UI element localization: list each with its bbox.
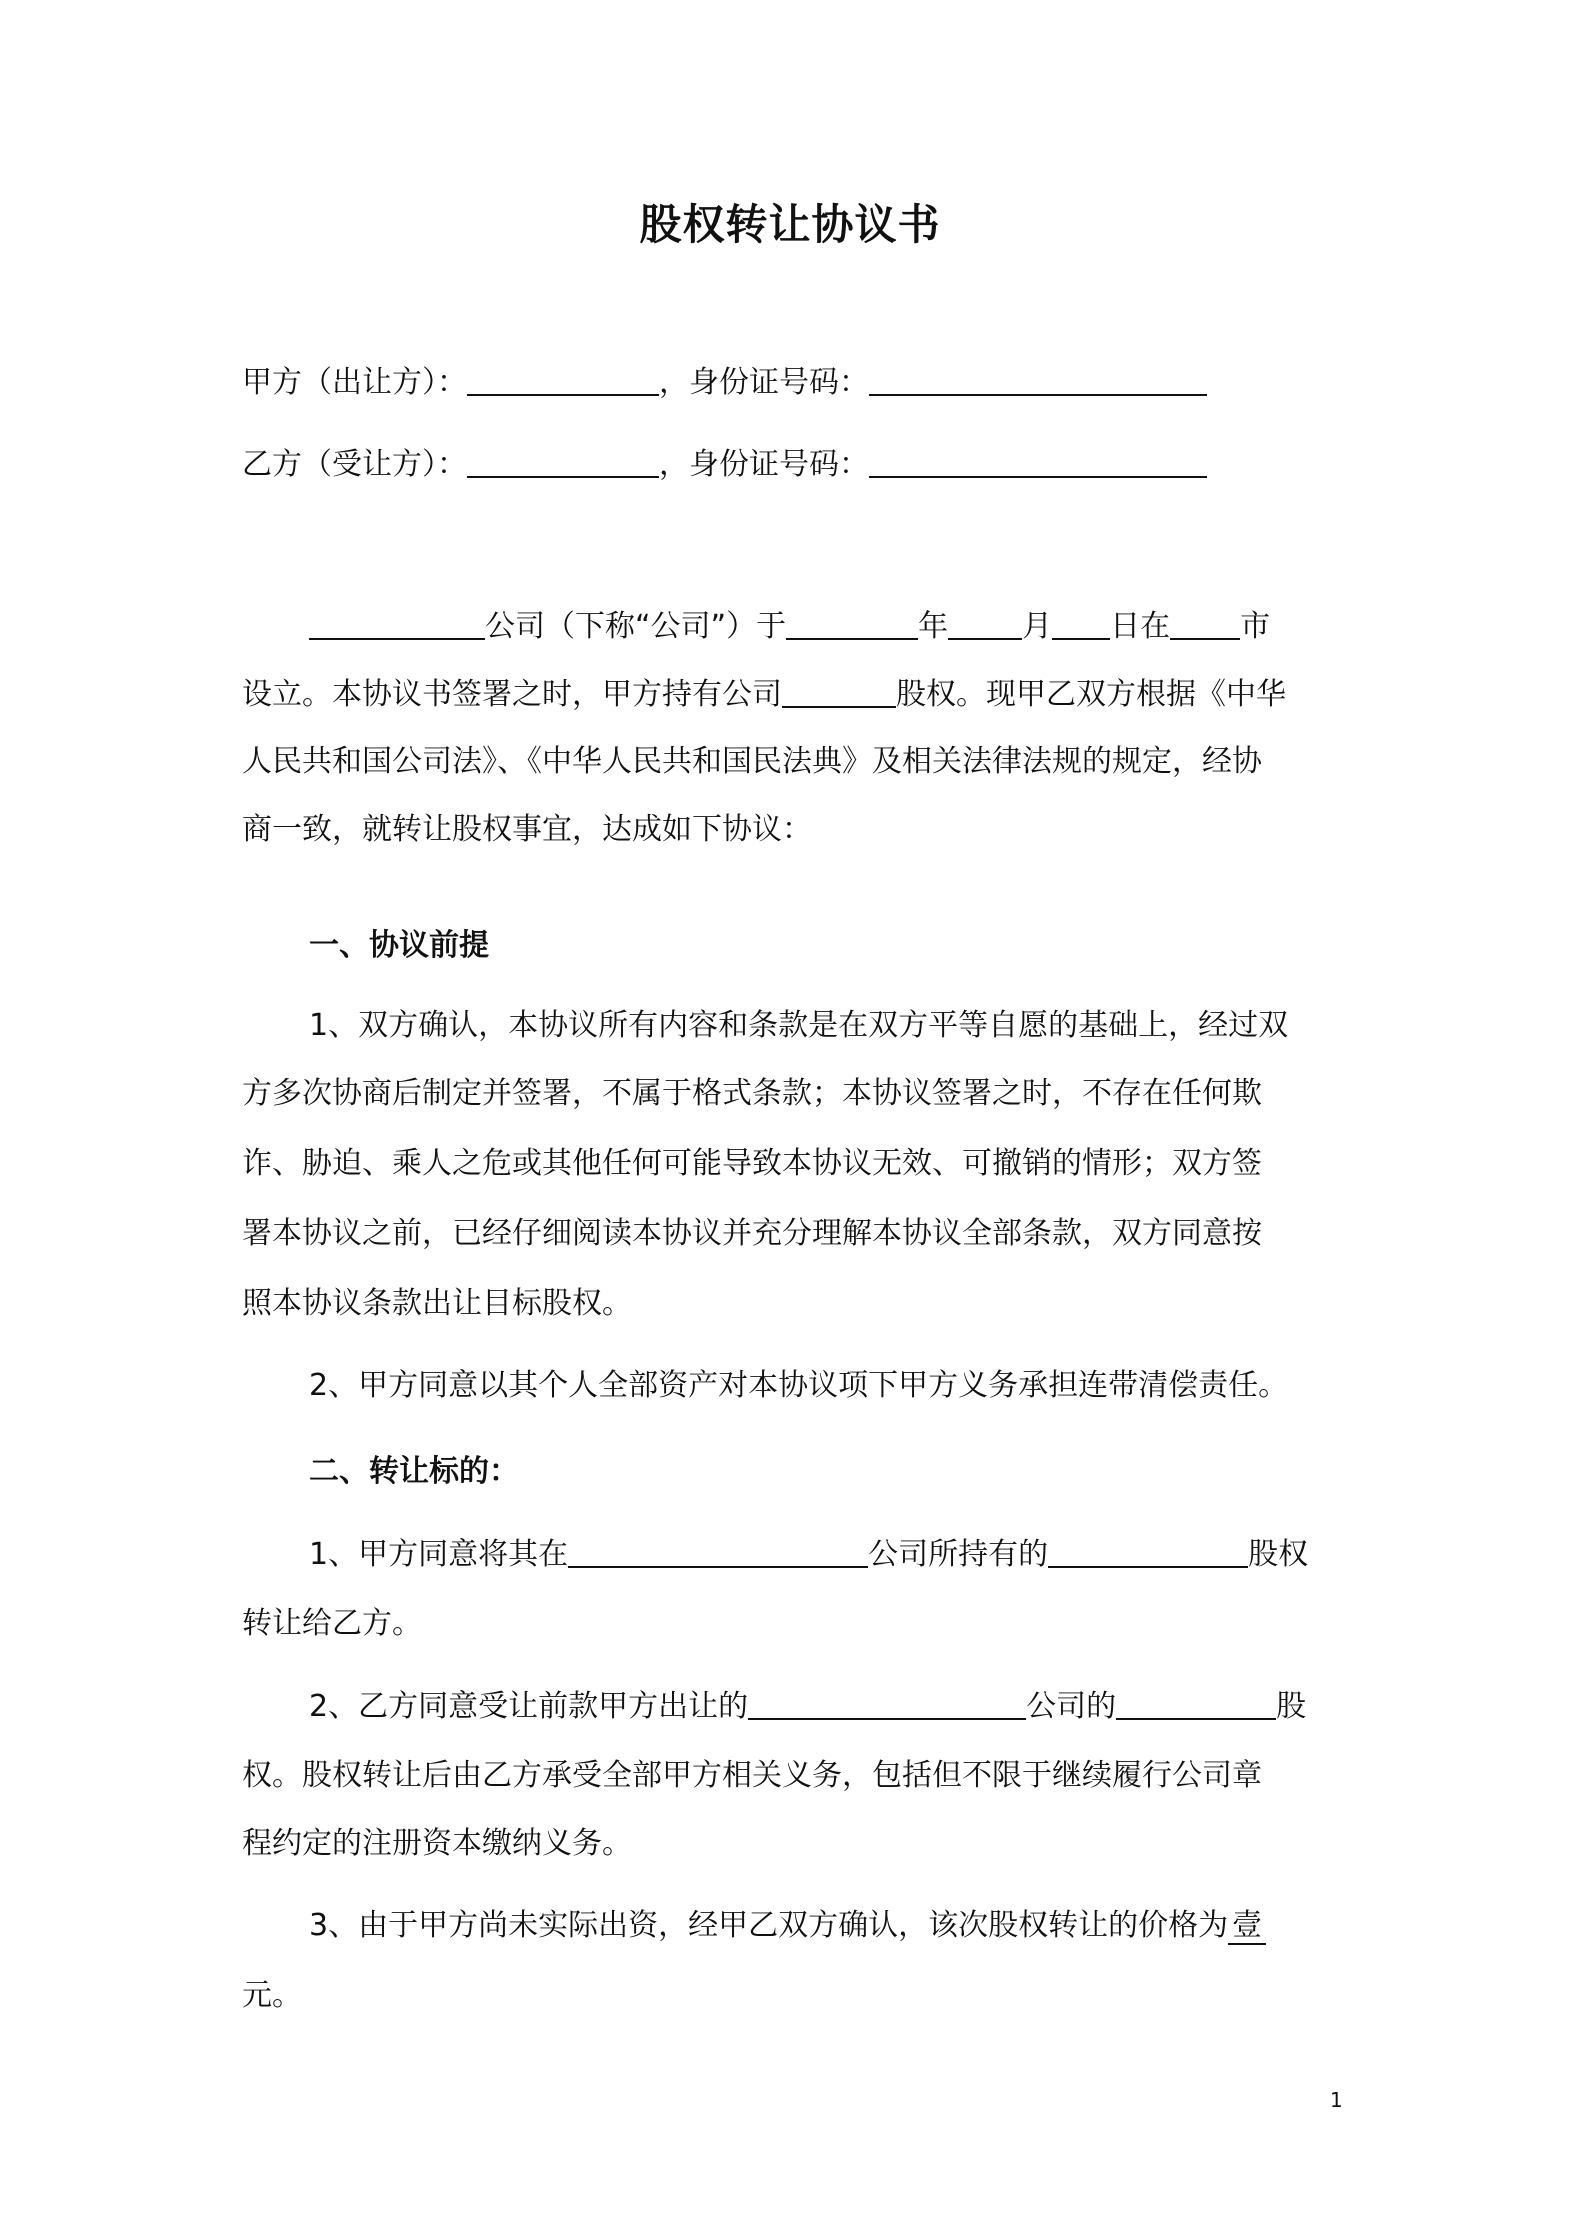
party-b-name-blank <box>467 444 659 478</box>
clause-2-1-line <box>309 1534 1308 1575</box>
equity-blank <box>1048 1534 1248 1568</box>
clause-2-1-line: 转让给乙方。 <box>242 1606 422 1641</box>
intro-text: 设立。本协议书签署之时，甲方持有公司 <box>242 677 782 712</box>
clause-2-3-line: 元。 <box>242 1978 302 2013</box>
clause-text: 公司的 <box>1026 1689 1117 1724</box>
clause-1-1-line: 照本协议条款出让目标股权。 <box>242 1286 632 1321</box>
clause-1-1-line: 1、双方确认，本协议所有内容和条款是在双方平等自愿的基础上，经过双 <box>309 1008 1289 1043</box>
party-b-line <box>242 444 1207 485</box>
party-b-id-label: ，身份证号码： <box>659 447 869 482</box>
company-blank <box>568 1534 868 1568</box>
section-1-heading: 一、协议前提 <box>309 928 489 963</box>
clause-text: 股权 <box>1248 1537 1309 1572</box>
intro-line-1 <box>309 606 1270 647</box>
party-a-id-blank <box>869 362 1207 396</box>
party-b-label: 乙方（受让方）： <box>242 447 467 482</box>
day-blank <box>1052 606 1110 640</box>
document-title: 股权转让协议书 <box>639 200 941 249</box>
party-a-id-label: ，身份证号码： <box>659 365 869 400</box>
intro-line-2 <box>242 674 1286 715</box>
month-label: 月 <box>1022 609 1053 644</box>
clause-text: 2、乙方同意受让前款甲方出让的 <box>309 1689 749 1724</box>
clause-text: 1、甲方同意将其在 <box>309 1537 569 1572</box>
city-blank <box>1170 606 1240 640</box>
page-number: 1 <box>1330 2088 1343 2112</box>
clause-1-1-line: 方多次协商后制定并签署，不属于格式条款；本协议签署之时，不存在任何欺 <box>242 1076 1262 1111</box>
share-blank <box>782 674 896 708</box>
day-label: 日在 <box>1110 609 1171 644</box>
clause-1-2: 2、甲方同意以其个人全部资产对本协议项下甲方义务承担连带清偿责任。 <box>309 1368 1289 1403</box>
party-a-line <box>242 362 1207 403</box>
year-blank <box>786 606 918 640</box>
intro-line-4: 商一致，就转让股权事宜，达成如下协议： <box>242 812 812 847</box>
company-blank <box>748 1686 1026 1720</box>
clause-2-2-line: 权。股权转让后由乙方承受全部甲方相关义务，包括但不限于继续履行公司章 <box>242 1758 1262 1793</box>
equity-blank <box>1116 1686 1276 1720</box>
party-a-label: 甲方（出让方）： <box>242 365 467 400</box>
price-value: 壹 <box>1228 1908 1266 1945</box>
city-label: 市 <box>1240 609 1271 644</box>
clause-1-1-line: 诈、胁迫、乘人之危或其他任何可能导致本协议无效、可撤销的情形；双方签 <box>242 1146 1262 1181</box>
clause-text: 公司所持有的 <box>868 1537 1049 1572</box>
clause-2-3-line <box>309 1906 1266 1946</box>
clause-text: 3、由于甲方尚未实际出资，经甲乙双方确认，该次股权转让的价格为 <box>309 1908 1229 1943</box>
company-name-blank <box>309 606 485 640</box>
party-b-id-blank <box>869 444 1207 478</box>
clause-2-2-line: 程约定的注册资本缴纳义务。 <box>242 1826 632 1861</box>
intro-line-3: 人民共和国公司法》、《中华人民共和国民法典》及相关法律法规的规定，经协 <box>242 744 1262 779</box>
clause-text: 股 <box>1276 1689 1307 1724</box>
clause-1-1-line: 署本协议之前，已经仔细阅读本协议并充分理解本协议全部条款，双方同意按 <box>242 1216 1262 1251</box>
section-2-heading: 二、转让标的： <box>309 1454 519 1489</box>
intro-text: 股权。现甲乙双方根据《中华 <box>896 677 1286 712</box>
year-label: 年 <box>918 609 949 644</box>
party-a-name-blank <box>467 362 659 396</box>
clause-2-2-line <box>309 1686 1306 1727</box>
month-blank <box>948 606 1022 640</box>
intro-text: 公司（下称“公司”）于 <box>485 609 787 644</box>
